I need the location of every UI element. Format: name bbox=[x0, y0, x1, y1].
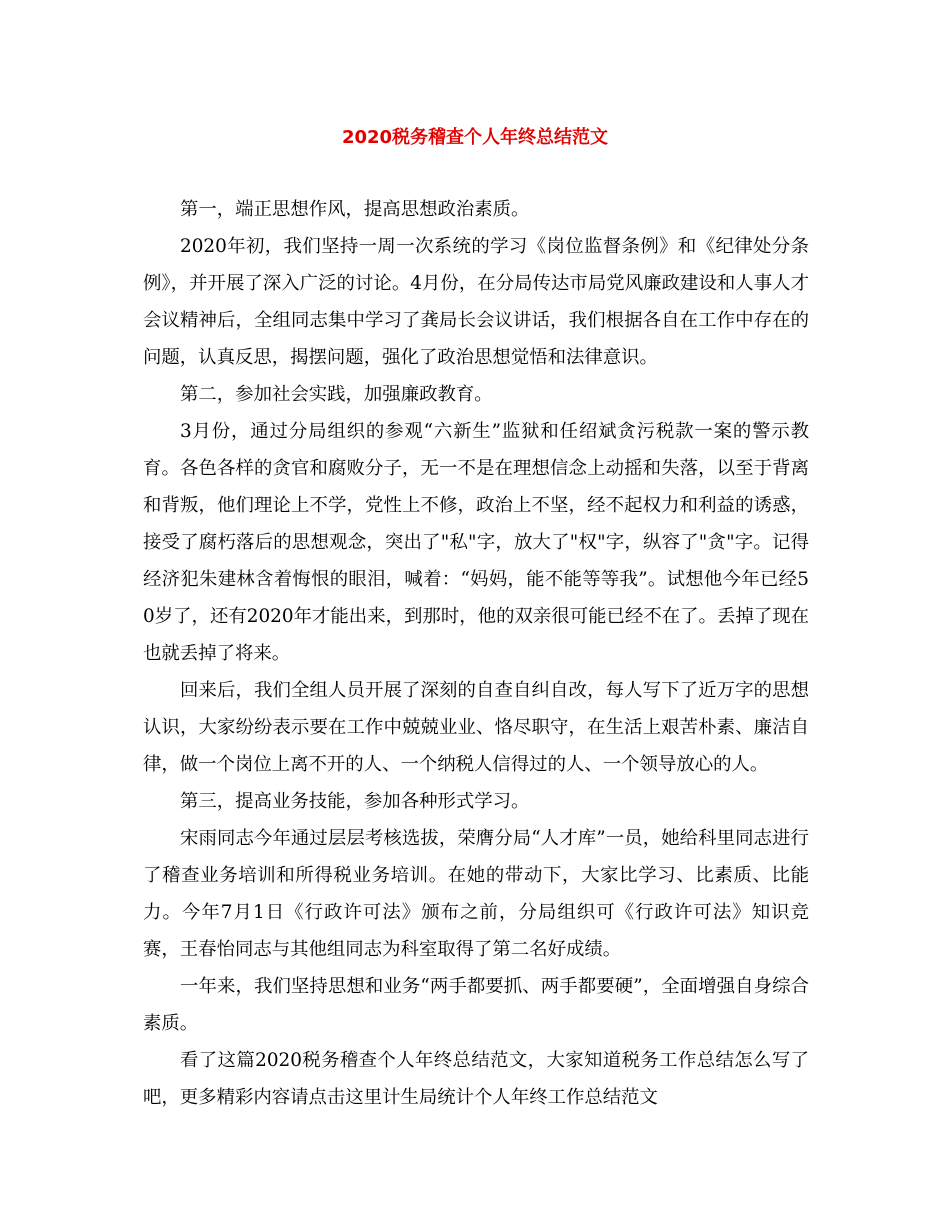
paragraph-self-examination: 回来后，我们全组人员开展了深刻的自查自纠自改，每人写下了近万字的思想认识，大家纷纷表示要在工作中兢兢业业、恪尽职守，在生活上艰苦朴素、廉洁自律，做一个岗位上离不开的人、一个纳税人信得过的人、一个领导放心的人。 bbox=[143, 680, 809, 775]
document-title: 2020税务稽查个人年终总结范文 bbox=[341, 127, 609, 148]
paragraph-study-regulations: 2020年初，我们坚持一周一次系统的学习《岗位监督条例》和《纪律处分条例》，并开展了深入广泛的讨论。4月份，在分局传达市局党风廉政建设和人事人才会议精神后，全组同志集中学习了龚局长会议讲话，我们根据各自在工作中存在的问题，认真反思，揭摆问题，强化了政治思想觉悟和法律意识。 bbox=[143, 236, 809, 368]
paragraph-summary: 一年来，我们坚持思想和业务“两手都要抓、两手都要硬”，全面增强自身综合素质。 bbox=[143, 976, 809, 1034]
paragraph-closing: 看了这篇2020税务稽查个人年终总结范文，大家知道税务工作总结怎么写了吧，更多精彩内容请点击这里计生局统计个人年终工作总结范文 bbox=[143, 1050, 809, 1108]
paragraph-section-1-heading: 第一，端正思想作风，提高思想政治素质。 bbox=[180, 199, 530, 220]
paragraph-section-3-heading: 第三，提高业务技能，参加各种形式学习。 bbox=[180, 791, 530, 812]
paragraph-training: 宋雨同志今年通过层层考核选拔，荣膺分局“人才库”一员，她给科里同志进行了稽查业务培训和所得税业务培训。在她的带动下，大家比学习、比素质、比能力。今年7月1日《行政许可法》颁布之前，分局组织可《行政许可法》知识竞赛，王春怡同志与其他组同志为科室取得了第二名好成绩。 bbox=[143, 828, 809, 960]
document-body bbox=[143, 191, 809, 1116]
paragraph-prison-visit: 3月份，通过分局组织的参观“六新生”监狱和任绍斌贪污税款一案的警示教育。各色各样的贪官和腐败分子，无一不是在理想信念上动摇和失落，以至于背离和背叛，他们理论上不学，党性上不修，政治上不坚，经不起权力和利益的诱惑，接受了腐朽落后的思想观念，突出了"私"字，放大了"权"字，纵容了"贪"字。记得经济犯朱建林含着悔恨的眼泪，喊着：“妈妈，能不能等等我”。试想他今年已经50岁了，还有2020年才能出来，到那时，他的双亲很可能已经不在了。丢掉了现在也就丢掉了将来。 bbox=[143, 421, 809, 664]
paragraph-section-2-heading: 第二，参加社会实践，加强廉政教育。 bbox=[180, 384, 493, 405]
